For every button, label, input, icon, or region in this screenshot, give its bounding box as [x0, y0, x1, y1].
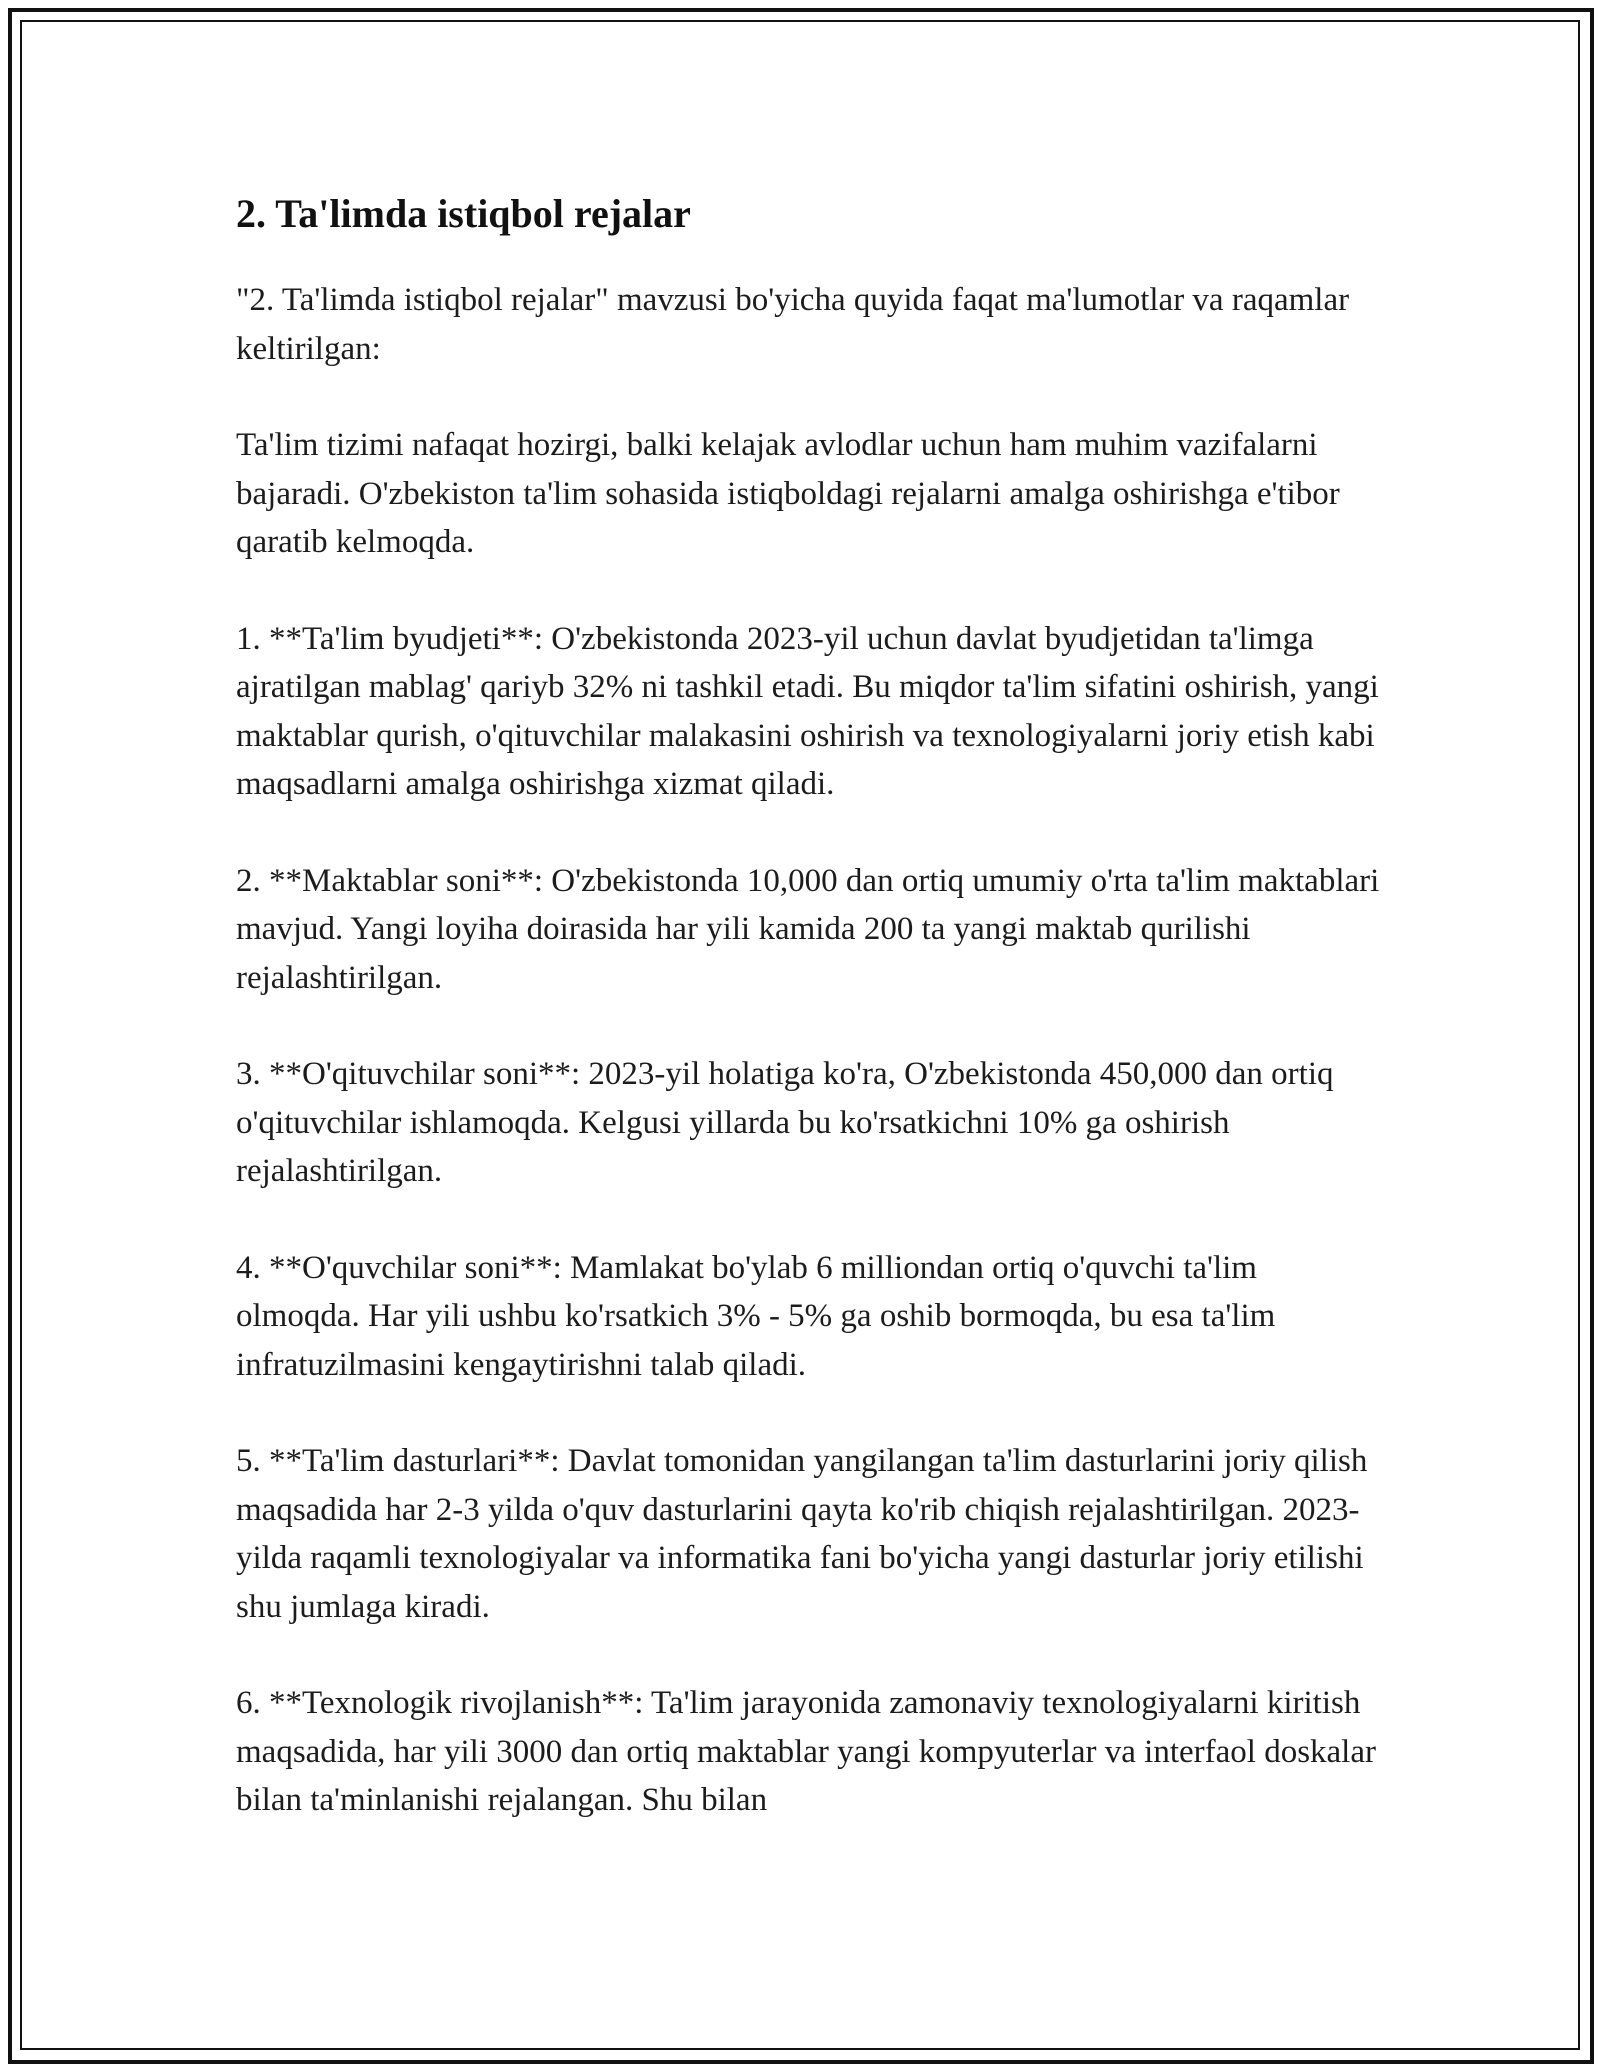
list-item-budget: 1. **Ta'lim byudjeti**: O'zbekistonda 2023-yil uchun davlat byudjetidan ta'limga ajratilgan mablag' qariyb 32% ni tashkil etadi. Bu miqdor ta'lim sifatini oshirish, yangi maktablar qurish, o'qituvchilar malakasini oshirish va texnologiyalarni joriy etish kabi maqsadlarni amalga oshirishga xizmat qiladi. [236, 620, 1379, 802]
list-item-students: 4. **O'quvchilar soni**: Mamlakat bo'ylab 6 milliondan ortiq o'quvchi ta'lim olmoqda. Har yili ushbu ko'rsatkich 3% - 5% ga oshib bormoqda, bu esa ta'lim infratuzilmasini kengaytirishni talab qiladi. [236, 1249, 1276, 1383]
list-item-schools: 2. **Maktablar soni**: O'zbekistonda 10,000 dan ortiq umumiy o'rta ta'lim maktablari mavjud. Yangi loyiha doirasida har yili kamida 200 ta yangi maktab qurilishi rejalashtirilgan. [236, 862, 1380, 996]
document-body [236, 180, 1386, 1873]
page-title: 2. Ta'limda istiqbol rejalar [236, 191, 691, 236]
intro-paragraph: "2. Ta'limda istiqbol rejalar" mavzusi bo'yicha quyida faqat ma'lumotlar va raqamlar keltirilgan: [236, 282, 1350, 367]
list-item-technology: 6. **Texnologik rivojlanish**: Ta'lim jarayonida zamonaviy texnologiyalarni kiritish maqsadida, har yili 3000 dan ortiq maktablar yangi kompyuterlar va interfaol doskalar bilan ta'minlanishi rejalangan. Shu bilan [236, 1685, 1376, 1818]
context-paragraph: Ta'lim tizimi nafaqat hozirgi, balki kelajak avlodlar uchun ham muhim vazifalarni bajaradi. O'zbekiston ta'lim sohasida istiqboldagi rejalarni amalga oshirishga e'tibor qaratib kelmoqda. [236, 427, 1340, 560]
list-item-programs: 5. **Ta'lim dasturlari**: Davlat tomonidan yangilangan ta'lim dasturlarini joriy qilish maqsadida har 2-3 yilda o'quv dasturlarini qayta ko'rib chiqish rejalashtirilgan. 2023-yilda raqamli texnologiyalar va informatika fani bo'yicha yangi dasturlar joriy etilishi shu jumlaga kiradi. [236, 1443, 1368, 1625]
list-item-teachers: 3. **O'qituvchilar soni**: 2023-yil holatiga ko'ra, O'zbekistonda 450,000 dan ortiq o'qituvchilar ishlamoqda. Kelgusi yillarda bu ko'rsatkichni 10% ga oshirish rejalashtirilgan. [236, 1056, 1334, 1189]
